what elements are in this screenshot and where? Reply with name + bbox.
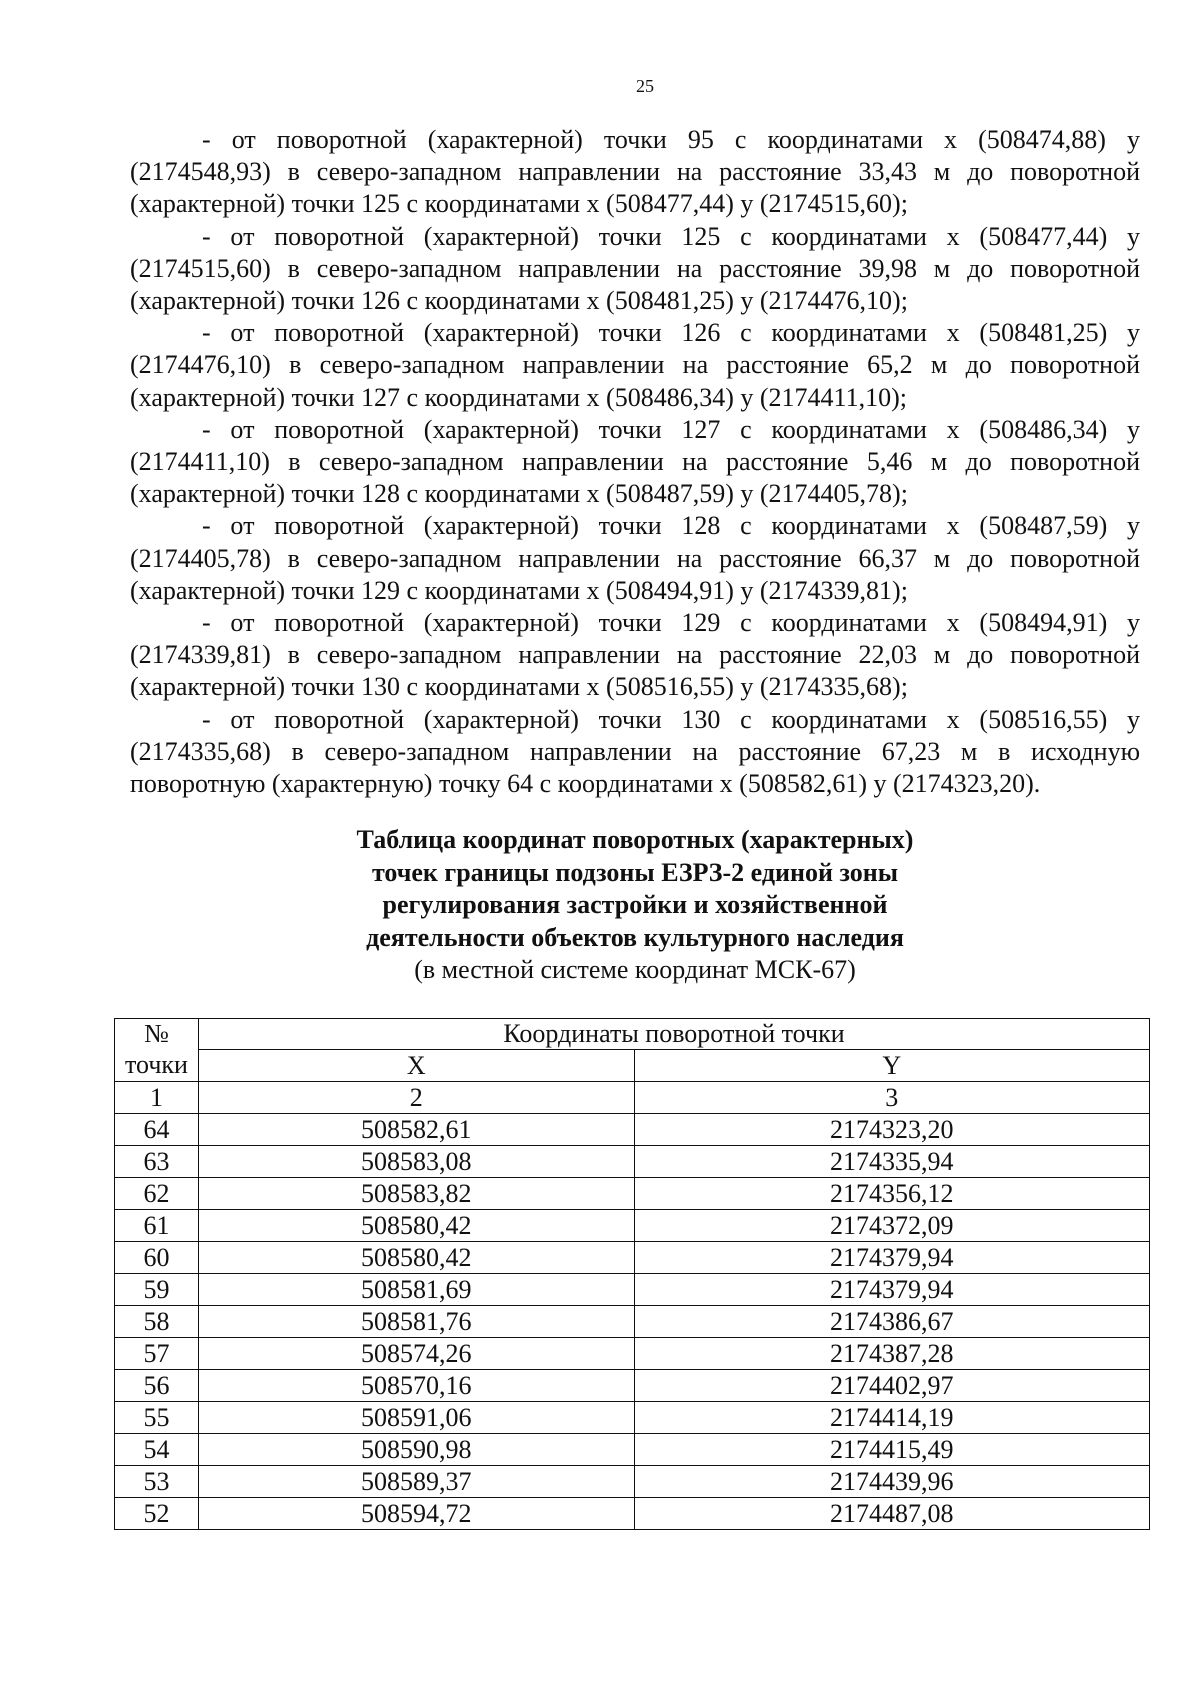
- cell-point-number: 54: [115, 1434, 199, 1466]
- column-number-row: [115, 1082, 1150, 1114]
- paragraph: - от поворотной (характерной) точки 126 с координатами x (508481,25) y (2174476,10) в северо-западном направлении на расстояние 65,2 м до поворотной (характерной) точки 127 с координатами x (508486,34) y (2174411,10);: [130, 318, 1140, 412]
- table-row: [115, 1146, 1150, 1178]
- cell-x: 508574,26: [198, 1338, 634, 1370]
- table-row: [115, 1370, 1150, 1402]
- table-row: [115, 1210, 1150, 1242]
- table-row: [115, 1402, 1150, 1434]
- cell-x: 508581,69: [198, 1274, 634, 1306]
- table-row: [115, 1306, 1150, 1338]
- paragraph: - от поворотной (характерной) точки 128 с координатами x (508487,59) y (2174405,78) в северо-западном направлении на расстояние 66,37 м до поворотной (характерной) точки 129 с координатами x (508494,91) y (2174339,81);: [130, 511, 1140, 605]
- table-header-row: [115, 1050, 1150, 1082]
- paragraph: - от поворотной (характерной) точки 95 с координатами x (508474,88) y (2174548,93) в северо-западном направлении на расстояние 33,43 м до поворотной (характерной) точки 125 с координатами x (508477,44) y (2174515,60);: [130, 125, 1140, 219]
- paragraph: - от поворотной (характерной) точки 130 с координатами x (508516,55) y (2174335,68) в северо-западном направлении на расстояние 67,23 м в исходную поворотную (характерную) точку 64 с координатами x (508582,61) y (2174323,20).: [130, 704, 1140, 799]
- table-row: [115, 1466, 1150, 1498]
- cell-point-number: 59: [115, 1274, 199, 1306]
- cell-x: 508570,16: [198, 1370, 634, 1402]
- cell-x: 508589,37: [198, 1466, 634, 1498]
- table-row: [115, 1434, 1150, 1466]
- cell-point-number: 52: [115, 1498, 199, 1530]
- table-title-line: точек границы подзоны ЕЗРЗ-2 единой зоны: [371, 857, 899, 887]
- cell-point-number: 58: [115, 1306, 199, 1338]
- column-number: 2: [198, 1082, 634, 1114]
- cell-point-number: 61: [115, 1210, 199, 1242]
- paragraph: - от поворотной (характерной) точки 127 с координатами x (508486,34) y (2174411,10) в северо-западном направлении на расстояние 5,46 м до поворотной (характерной) точки 128 с координатами x (508487,59) y (2174405,78);: [130, 414, 1140, 509]
- cell-y: 2174415,49: [634, 1434, 1149, 1466]
- cell-y: 2174379,94: [634, 1274, 1149, 1306]
- cell-y: 2174387,28: [634, 1338, 1149, 1370]
- header-coordinates: Координаты поворотной точки: [198, 1019, 1149, 1050]
- cell-y: 2174335,94: [634, 1146, 1149, 1178]
- cell-x: 508583,82: [198, 1178, 634, 1210]
- cell-point-number: 55: [115, 1402, 199, 1434]
- cell-y: 2174379,94: [634, 1242, 1149, 1274]
- table-title: [230, 824, 1040, 987]
- cell-point-number: 64: [115, 1114, 199, 1146]
- table-row: [115, 1178, 1150, 1210]
- column-number: 3: [634, 1082, 1149, 1114]
- table-row: [115, 1242, 1150, 1274]
- coordinates-table: [114, 1018, 1150, 1530]
- column-number: 1: [115, 1082, 199, 1114]
- cell-x: 508580,42: [198, 1210, 634, 1242]
- cell-x: 508591,06: [198, 1402, 634, 1434]
- cell-x: 508581,76: [198, 1306, 634, 1338]
- table-row: [115, 1114, 1150, 1146]
- cell-y: 2174402,97: [634, 1370, 1149, 1402]
- cell-point-number: 63: [115, 1146, 199, 1178]
- cell-point-number: 62: [115, 1178, 199, 1210]
- cell-x: 508582,61: [198, 1114, 634, 1146]
- header-x: X: [198, 1050, 634, 1082]
- paragraph: - от поворотной (характерной) точки 125 с координатами x (508477,44) y (2174515,60) в северо-западном направлении на расстояние 39,98 м до поворотной (характерной) точки 126 с координатами x (508481,25) y (2174476,10);: [130, 221, 1140, 316]
- table-header-row: [115, 1019, 1150, 1050]
- cell-point-number: 60: [115, 1242, 199, 1274]
- cell-point-number: 53: [115, 1466, 199, 1498]
- table-title-line: деятельности объектов культурного наследия: [366, 922, 904, 952]
- cell-x: 508580,42: [198, 1242, 634, 1274]
- boundary-description: [130, 124, 1140, 800]
- cell-y: 2174439,96: [634, 1466, 1149, 1498]
- cell-x: 508583,08: [198, 1146, 634, 1178]
- table-title-line: регулирования застройки и хозяйственной: [382, 890, 888, 919]
- cell-y: 2174487,08: [634, 1498, 1149, 1530]
- table-row: [115, 1274, 1150, 1306]
- table-subtitle: (в местной системе координат МСК-67): [414, 955, 856, 984]
- cell-x: 508594,72: [198, 1498, 634, 1530]
- cell-point-number: 57: [115, 1338, 199, 1370]
- cell-y: 2174414,19: [634, 1402, 1149, 1434]
- cell-y: 2174356,12: [634, 1178, 1149, 1210]
- cell-y: 2174372,09: [634, 1210, 1149, 1242]
- cell-point-number: 56: [115, 1370, 199, 1402]
- table-row: [115, 1498, 1150, 1530]
- page-number: 25: [636, 76, 654, 96]
- header-y: Y: [634, 1050, 1149, 1082]
- paragraph: - от поворотной (характерной) точки 129 с координатами x (508494,91) y (2174339,81) в северо-западном направлении на расстояние 22,03 м до поворотной (характерной) точки 130 с координатами x (508516,55) y (2174335,68);: [130, 608, 1140, 702]
- cell-x: 508590,98: [198, 1434, 634, 1466]
- table-title-line: Таблица координат поворотных (характерных): [356, 825, 914, 854]
- header-point-number: №: [115, 1019, 199, 1050]
- table-row: [115, 1338, 1150, 1370]
- header-point-label: точки: [115, 1050, 199, 1082]
- cell-y: 2174323,20: [634, 1114, 1149, 1146]
- cell-y: 2174386,67: [634, 1306, 1149, 1338]
